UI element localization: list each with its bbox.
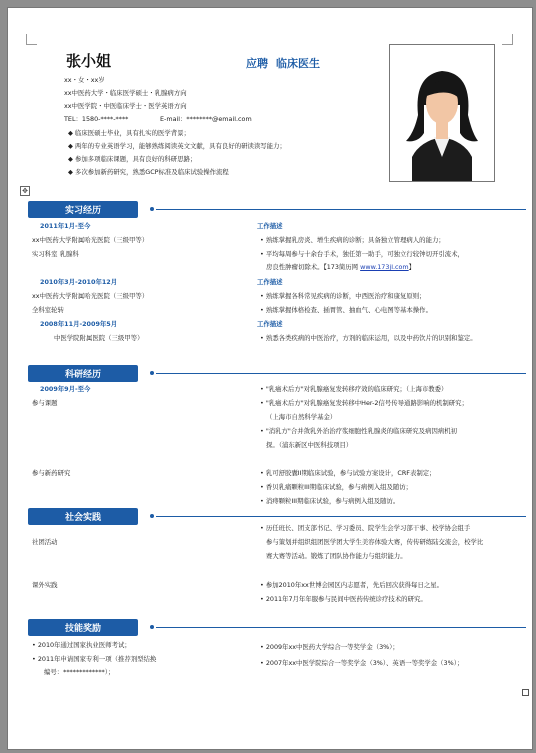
study-date: 2008年11月-2009年5月 bbox=[40, 320, 118, 328]
work-desc-label: 工作描述 bbox=[257, 278, 283, 286]
info-line-2: xx中医药大学・临床医学硕士・乳腺病方向 bbox=[64, 89, 187, 97]
research-role: 参与新药研究 bbox=[32, 469, 71, 477]
award-item: • 2011年申请国家专利一项（推荐剂型结换 bbox=[32, 655, 157, 663]
apply-heading bbox=[246, 55, 320, 71]
study-org: 中医学院附属医院（三级甲等） bbox=[54, 334, 144, 342]
section-rule bbox=[156, 373, 526, 374]
section-rule bbox=[156, 627, 526, 628]
research-date: 2009年9月-至今 bbox=[40, 385, 91, 393]
work-desc-item: • 熟练掌握各科常见疾病的诊断，中西医治疗和康复原则； bbox=[260, 292, 426, 300]
work-desc-label: 工作描述 bbox=[257, 222, 283, 230]
social-item: • 历任班长、团支部书记、学习委员、院学生会学习部干事、校学协会组手 bbox=[260, 524, 471, 532]
research-item: （上海市自然科学基金） bbox=[266, 413, 337, 421]
study-org: xx中医药大学附属哈光医院（三级甲等） bbox=[32, 236, 149, 244]
study-date: 2011年1月-至今 bbox=[40, 222, 91, 230]
award-item: • 2009年xx中医药大学综合一等奖学金（3%）； bbox=[260, 643, 399, 651]
section-title-study: 实习经历 bbox=[28, 201, 138, 218]
research-item: • "消乳方"合并敛乳外治治疗浆细胞性乳腺炎的临床研究及病因病机初 bbox=[260, 427, 458, 435]
apply-position: 临床医生 bbox=[276, 57, 320, 70]
study-role: 全科室轮转 bbox=[32, 306, 64, 314]
margin-mark-top-left bbox=[26, 34, 37, 45]
section-rule bbox=[156, 209, 526, 210]
info-line-1: xx・女・xx岁 bbox=[64, 76, 105, 84]
section-dot bbox=[150, 371, 154, 375]
section-rule bbox=[156, 516, 526, 517]
table-anchor-icon[interactable]: ✥ bbox=[20, 186, 30, 196]
work-desc-label: 工作描述 bbox=[257, 320, 283, 328]
candidate-name: 张小姐 bbox=[66, 52, 112, 70]
summary-bullet: ◆ 参加多项临床课题，具有良好的科研思路； bbox=[68, 155, 197, 163]
resize-handle[interactable] bbox=[522, 689, 529, 696]
research-item: • "乳癌术后方"对乳腺癌复发转移疗效的临床研究；（上海市教委） bbox=[260, 385, 448, 393]
research-item: • 乳可舒胶囊II期临床试验，参与试验方案设计，CRF表制定； bbox=[260, 469, 436, 477]
section-title-social: 社会实践 bbox=[28, 508, 138, 525]
study-role: 实习科室 乳腺科 bbox=[32, 250, 79, 258]
research-item: • "乳癌术后方"对乳腺癌复发转移中Her-2信号传导通路影响的机制研究； bbox=[260, 399, 468, 407]
section-dot bbox=[150, 514, 154, 518]
info-line-3: xx中医学院・中医临床学士・医学英语方向 bbox=[64, 102, 187, 110]
profile-photo bbox=[389, 44, 495, 182]
research-role: 参与课题 bbox=[32, 399, 58, 407]
resume-page bbox=[8, 8, 532, 749]
email-line: E-mail：********@email.com bbox=[160, 115, 252, 123]
margin-mark-top-right bbox=[502, 34, 513, 45]
research-item: 探。（浦东新区中医科技项目） bbox=[266, 441, 353, 449]
work-desc-item: • 平均每周参与十余台手术，独任第一助手，可独立行较钟切开引流术， bbox=[260, 250, 464, 258]
section-title-research: 科研经历 bbox=[28, 365, 138, 382]
work-desc-item: • 熟练掌握体格检查、插胃管、抽血气、心电图等基本操作。 bbox=[260, 306, 432, 314]
research-item: • 消痔颗粒III期临床试验，参与病例入组及随访。 bbox=[260, 497, 400, 505]
social-item: 赛大赛等活动。锻炼了团队协作能力与组织能力。 bbox=[266, 552, 407, 560]
social-item: • 2011年7月年年服参与民间中医药传统诊疗技术的研究。 bbox=[260, 595, 427, 603]
work-desc-item: • 熟悉各类疾病的中医治疗，方剂的临床运用，以及中药饮片的识别和鉴定。 bbox=[260, 334, 477, 342]
work-desc-item: • 熟练掌握乳房炎、增生疾病的诊断；具备独立管理病人的能力； bbox=[260, 236, 445, 244]
award-item: 编号：*************）； bbox=[44, 668, 115, 676]
social-item: 参与策划并组织组团医学团大学生美容体验大赛，传传研练陆交流会，校学比 bbox=[266, 538, 484, 546]
summary-bullet: ◆ 临床医硕士毕业，具有扎实的医学背景； bbox=[68, 129, 190, 137]
social-role: 课外实践 bbox=[32, 581, 58, 589]
section-dot bbox=[150, 207, 154, 211]
tel-line: TEL：1580-****-**** bbox=[64, 115, 129, 123]
section-dot bbox=[150, 625, 154, 629]
website-link[interactable]: www.173jl.com bbox=[360, 263, 409, 271]
study-date: 2010年3月-2010年12月 bbox=[40, 278, 118, 286]
study-org: xx中医药大学附属哈光医院（三级甲等） bbox=[32, 292, 149, 300]
award-item: • 2007年xx中医学院综合一等奖学金（3%）、英语一等奖学金（3%）； bbox=[260, 659, 464, 667]
award-item: • 2010年通过国家执业医师考试； bbox=[32, 641, 131, 649]
social-role: 社团活动 bbox=[32, 538, 58, 546]
apply-label: 应聘 bbox=[246, 57, 268, 70]
section-title-awards: 技能奖励 bbox=[28, 619, 138, 636]
research-item: • 香贝乳痛颗粒III期临床试验，参与病例入组及随访； bbox=[260, 483, 413, 491]
work-desc-item: 房良性肿瘤切除术。【173简历网 www.173jl.com】 bbox=[266, 263, 416, 271]
summary-bullet: ◆ 多次参加新药研究，熟悉GCP标准及临床试验操作流程 bbox=[68, 168, 229, 176]
social-item: • 参加2010年xx世博会园区内志愿者，先后回次获得每日之星。 bbox=[260, 581, 444, 589]
summary-bullet: ◆ 两年的专业英语学习，能够熟练阅读英文文献，具有良好的研读读写能力； bbox=[68, 142, 286, 150]
